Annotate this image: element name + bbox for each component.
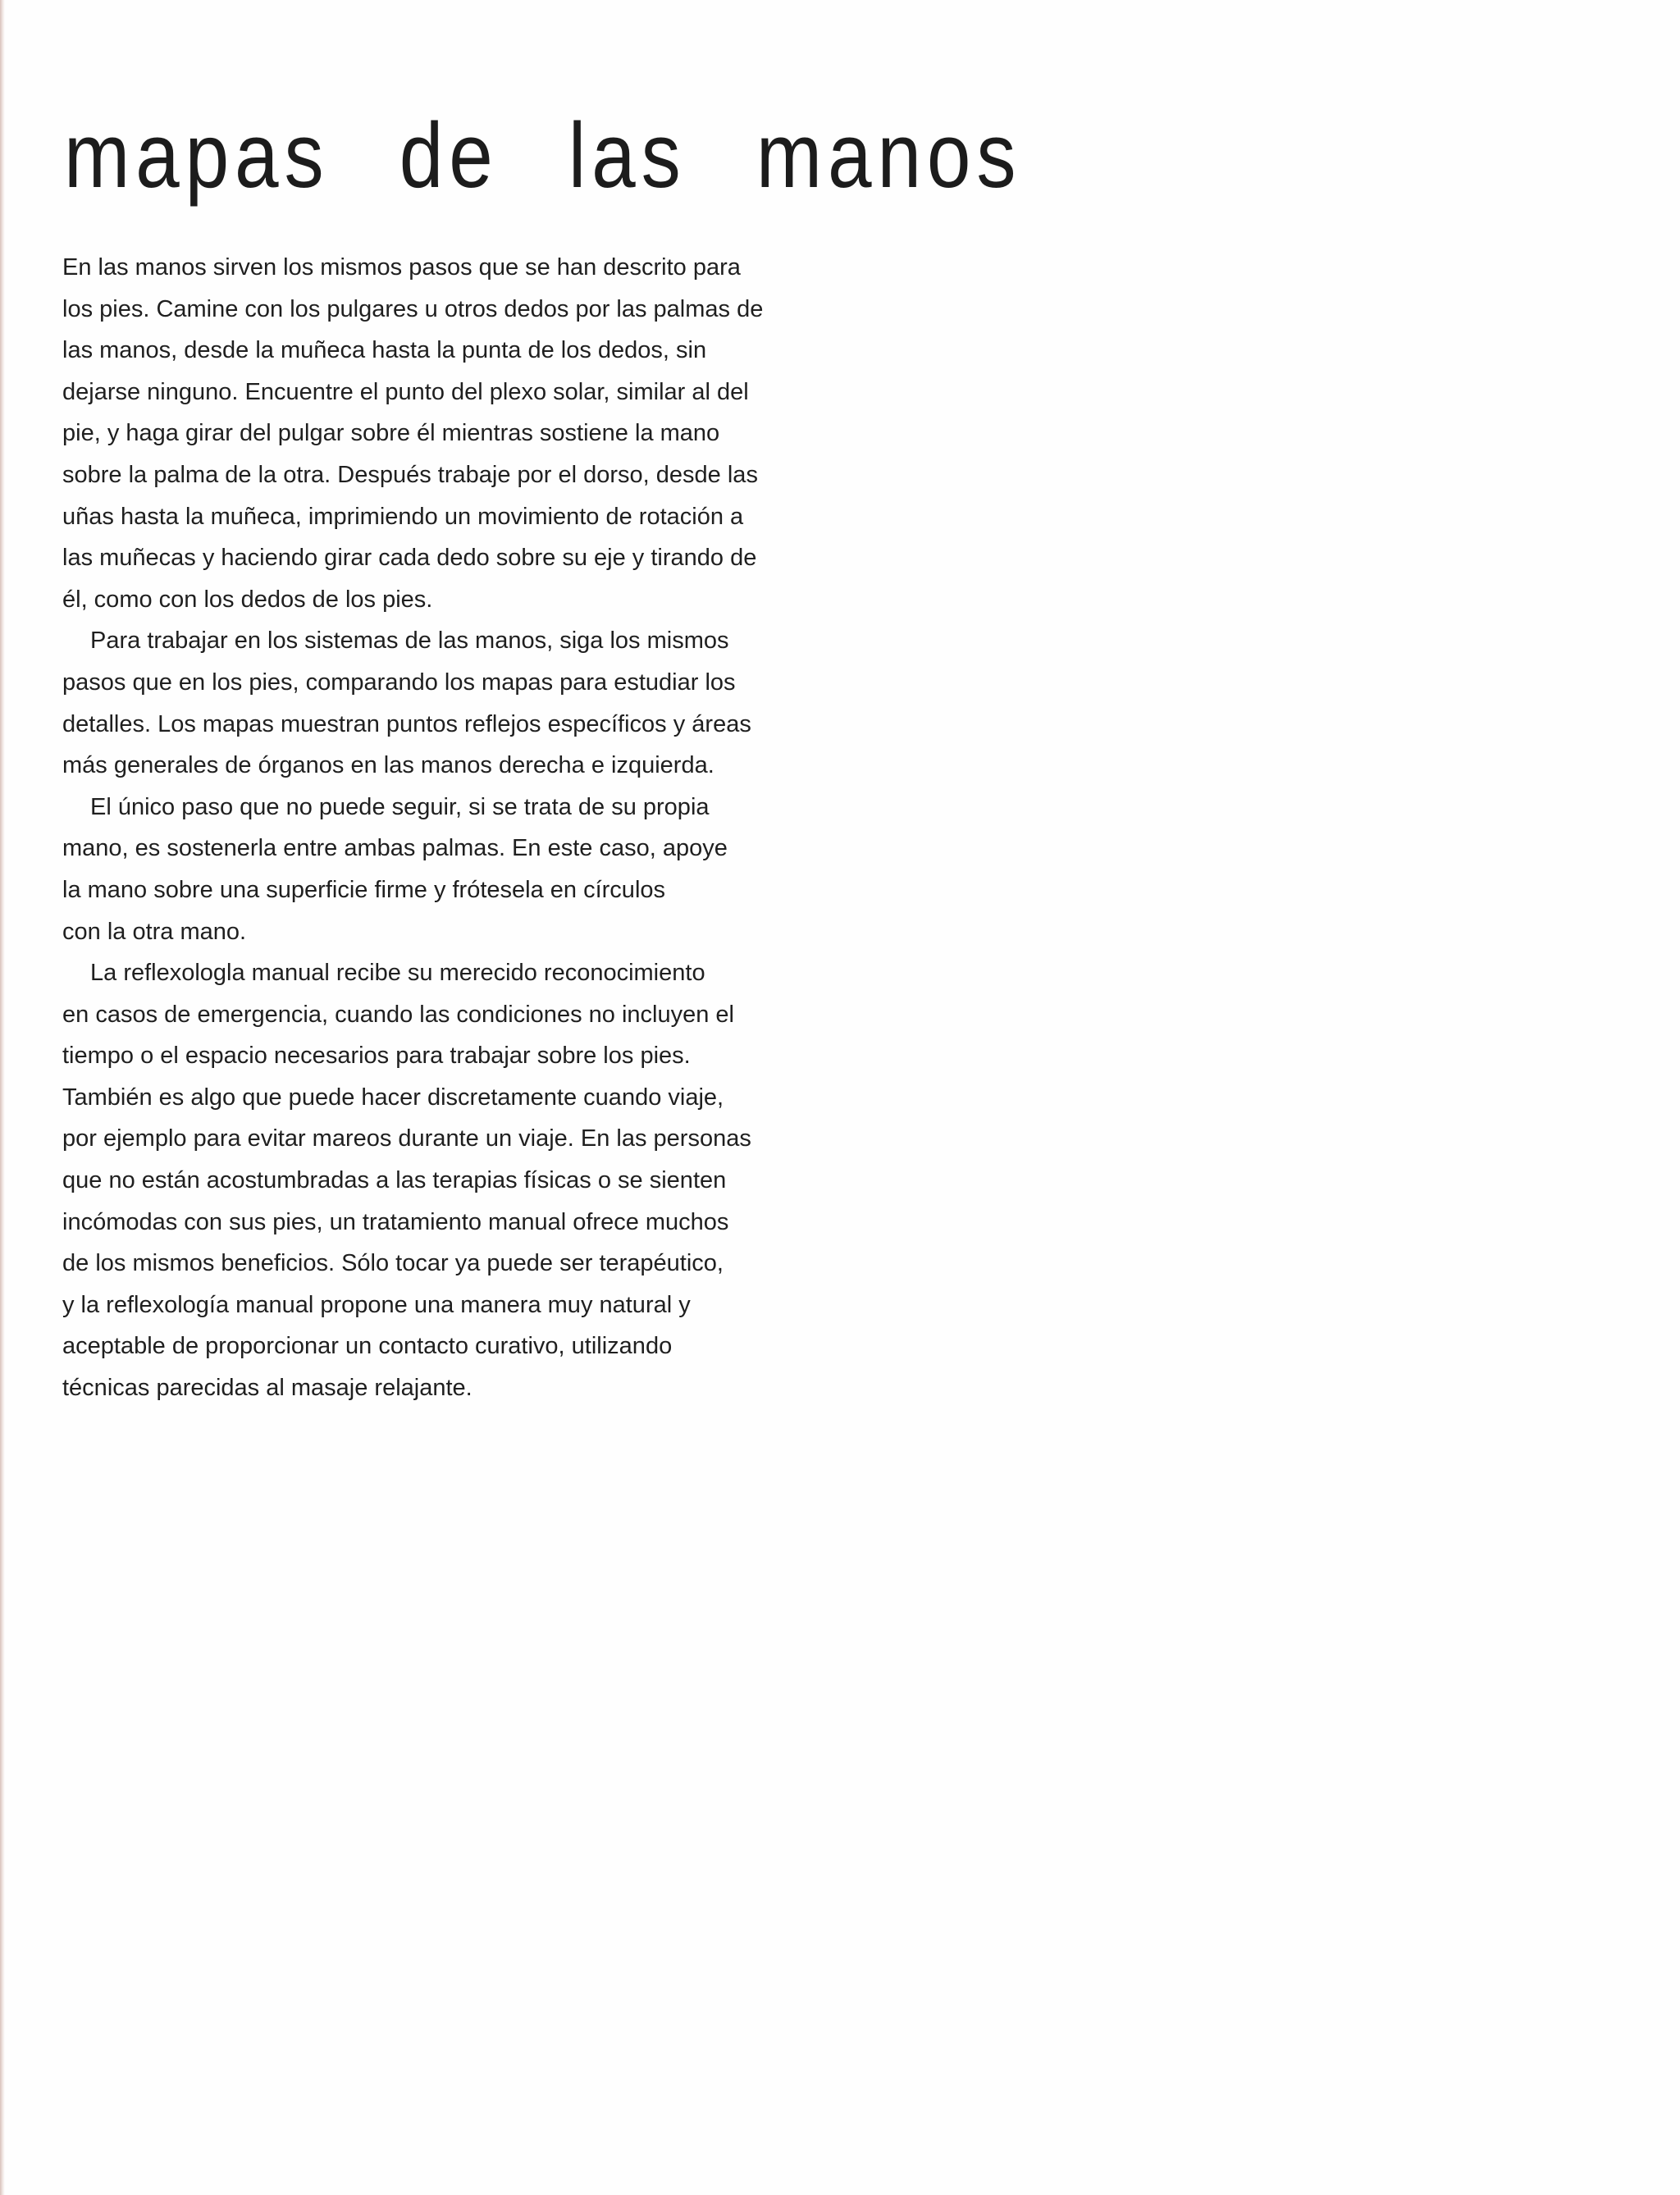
text-line: pie, y haga girar del pulgar sobre él mientras sostiene la mano [62,420,720,447]
text-line: La reflexologla manual recibe su merecido reconocimiento [90,960,705,987]
text-line: los pies. Camine con los pulgares u otros dedos por las palmas de [62,295,764,322]
text-line: tiempo o el espacio necesarios para trabajar sobre los pies. [62,1043,691,1070]
text-line: las muñecas y haciendo girar cada dedo sobre su eje y tirando de [62,545,757,572]
text-line: de los mismos beneficios. Sólo tocar ya puede ser terapéutico, [62,1250,724,1277]
text-line: que no están acostumbradas a las terapias físicas o se sienten [62,1167,727,1194]
text-line: sobre la palma de la otra. Después trabaje por el dorso, desde las [62,461,758,488]
text-line: uñas hasta la muñeca, imprimiendo un movimiento de rotación a [62,503,744,530]
text-line: El único paso que no puede seguir, si se trata de su propia [90,793,710,820]
text-line: aceptable de proporcionar un contacto curativo, utilizando [62,1333,673,1360]
text-line: En las manos sirven los mismos pasos que se han descrito para [62,254,741,281]
text-line: en casos de emergencia, cuando las condiciones no incluyen el [62,1001,734,1028]
text-line: más generales de órganos en las manos derecha e izquierda. [62,752,714,779]
text-line: También es algo que puede hacer discretamente cuando viaje, [62,1084,724,1111]
text-line: por ejemplo para evitar mareos durante un viaje. En las personas [62,1125,751,1152]
text-line: pasos que en los pies, comparando los mapas para estudiar los [62,669,736,696]
text-line: mano, es sostenerla entre ambas palmas. En este caso, apoye [62,835,728,862]
page-title: mapas de las manos [64,104,1022,207]
text-line: técnicas parecidas al masaje relajante. [62,1375,472,1402]
text-line: con la otra mano. [62,918,247,945]
text-line: dejarse ninguno. Encuentre el punto del plexo solar, similar al del [62,378,749,405]
text-line: Para trabajar en los sistemas de las manos, siga los mismos [90,627,729,655]
text-line: la mano sobre una superficie firme y frótesela en círculos [62,876,666,903]
text-line: incómodas con sus pies, un tratamiento manual ofrece muchos [62,1208,729,1235]
body-text [62,247,833,1409]
text-line: él, como con los dedos de los pies. [62,586,433,613]
text-line: y la reflexología manual propone una manera muy natural y [62,1291,691,1318]
text-line: detalles. Los mapas muestran puntos reflejos específicos y áreas [62,710,751,737]
text-line: las manos, desde la muñeca hasta la punta de los dedos, sin [62,337,707,364]
